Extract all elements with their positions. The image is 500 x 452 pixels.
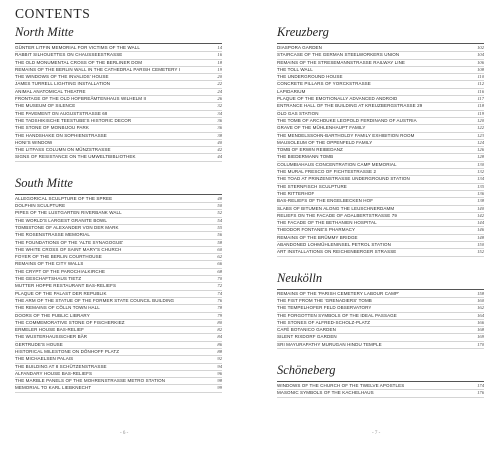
section-heading-schoneberg: Schöneberg xyxy=(277,362,484,382)
toc-entry-title: THE RITTERHOF xyxy=(277,190,315,196)
section-north-mitte xyxy=(15,24,222,162)
toc-entry-page: 74 xyxy=(217,290,222,296)
toc-entry-title: SILENT RIXDORF GARDEN xyxy=(277,334,337,340)
toc-entry[interactable] xyxy=(277,103,484,110)
toc-entry-page: 26 xyxy=(217,96,222,102)
toc-entry-title: THE WINDOWS OF THE INVALIDS' HOUSE xyxy=(15,74,109,80)
toc-entry-title: THE STERNFISCH SCULPTURE xyxy=(277,183,347,189)
toc-entry[interactable] xyxy=(15,210,222,217)
toc-entry-title: THE TADSHIKISCHE TEESTUBE'S HISTORIC DECOR xyxy=(15,117,132,123)
toc-entry-page: 162 xyxy=(477,305,484,311)
toc-entry-page: 142 xyxy=(477,212,484,218)
toc-entry-title: REMAINS OF THE 'PARISH CEMETERY LABOUR CAMP' xyxy=(277,290,400,296)
toc-entry[interactable] xyxy=(15,356,222,363)
toc-entry[interactable] xyxy=(277,60,484,67)
right-page-number: - 7 - xyxy=(372,431,381,436)
toc-entry-page: 32 xyxy=(217,103,222,109)
left-page-number: - 6 - xyxy=(120,431,129,436)
toc-entry-page: 118 xyxy=(477,103,484,109)
section-south-mitte xyxy=(15,175,222,393)
toc-entry-title: SIGNS OF RESISTANCE ON THE UMWELTBIBLIOTHEK xyxy=(15,154,136,160)
toc-entry[interactable] xyxy=(15,133,222,140)
toc-entry-page: 150 xyxy=(477,242,484,248)
toc-entry-page: 54 xyxy=(217,217,222,223)
toc-entry-title: THE WUSTERHAUSISCHER BÄR xyxy=(15,334,88,340)
toc-entry-title: THE UNDERGROUND HOUSE xyxy=(277,74,343,80)
toc-entry-page: 80 xyxy=(217,319,222,325)
toc-entry[interactable] xyxy=(15,305,222,312)
toc-entry[interactable] xyxy=(277,320,484,327)
page-title: CONTENTS xyxy=(15,6,91,21)
toc-entry-title: ALFANDARY HOUSE BAS-RELIEFS xyxy=(15,370,93,376)
toc-entry[interactable] xyxy=(15,89,222,96)
toc-entry-page: 116 xyxy=(477,88,484,94)
entry-list xyxy=(15,44,222,162)
toc-entry-title: THE WORLD'S LARGEST GRANITE BOWL xyxy=(15,217,107,223)
toc-entry-page: 138 xyxy=(477,198,484,204)
toc-entry[interactable] xyxy=(15,240,222,247)
toc-entry-title: MUTTER HOPPE RESTAURANT BAS-RELIEFS xyxy=(15,283,117,289)
toc-entry-title: ANIMAL ANATOMICAL THEATRE xyxy=(15,88,86,94)
toc-entry-page: 99 xyxy=(217,385,222,391)
toc-entry[interactable] xyxy=(15,81,222,88)
toc-entry-page: 169 xyxy=(477,334,484,340)
toc-entry-page: 84 xyxy=(217,334,222,340)
toc-entry[interactable] xyxy=(277,235,484,242)
toc-entry[interactable] xyxy=(15,74,222,81)
toc-entry[interactable] xyxy=(277,184,484,191)
toc-entry-page: 122 xyxy=(477,125,484,131)
toc-entry-title: SRI MAYURAPATHY MURUGAN HINDU TEMPLE xyxy=(277,341,382,347)
toc-entry[interactable] xyxy=(277,81,484,88)
toc-entry-page: 36 xyxy=(217,125,222,131)
toc-entry-title: PLAQUE OF THE PALAST DER REPUBLIK xyxy=(15,290,107,296)
section-kreuzberg xyxy=(277,24,484,257)
toc-entry[interactable] xyxy=(277,96,484,103)
toc-entry-page: 72 xyxy=(217,283,222,289)
toc-entry-title: LAPIDARIUM xyxy=(277,88,306,94)
toc-entry-page: 34 xyxy=(217,110,222,116)
toc-entry[interactable] xyxy=(277,313,484,320)
toc-entry[interactable] xyxy=(277,125,484,132)
toc-entry-title: ERMELER HOUSE BAS-RELIEF xyxy=(15,327,84,333)
toc-entry-title: TOMBSTONE OF ALEXANDER VON DER MARK xyxy=(15,224,119,230)
toc-entry-title: THE PAVEMENT ON AUGUSTSTRASSE 69 xyxy=(15,110,108,116)
toc-entry-title: MEMORIAL TO KARL LIEBKNECHT xyxy=(15,385,92,391)
toc-entry[interactable] xyxy=(277,140,484,147)
toc-entry-page: 132 xyxy=(477,169,484,175)
toc-entry-page: 119 xyxy=(477,110,484,116)
toc-entry-title: HONI'S WINDOW xyxy=(15,139,53,145)
toc-entry-page: 146 xyxy=(477,227,484,233)
toc-entry[interactable] xyxy=(15,147,222,154)
toc-entry-title: FOYER OF THE BERLIN COURTHOUSE xyxy=(15,254,102,260)
toc-entry-title: THE MICHAELSEN PALAIS xyxy=(15,356,74,362)
toc-entry-title: DOLPHIN SCULPTURE xyxy=(15,203,66,209)
toc-entry-page: 174 xyxy=(477,382,484,388)
toc-entry-page: 110 xyxy=(477,74,484,80)
toc-entry[interactable] xyxy=(277,147,484,154)
toc-entry-page: 160 xyxy=(477,297,484,303)
toc-entry-title: ALLEGORICAL SCULPTURE OF THE SPREE xyxy=(15,195,113,201)
entry-list xyxy=(277,44,484,257)
toc-entry-title: STAIRCASE OF THE GERMAN STEELWORKERS UNION xyxy=(277,52,400,58)
toc-entry-title: THE FIST FROM THE 'GRENADIERS' TOMB xyxy=(277,297,372,303)
toc-entry-page: 148 xyxy=(477,234,484,240)
toc-entry-page: 60 xyxy=(217,246,222,252)
toc-entry[interactable] xyxy=(277,390,484,397)
toc-entry-title: RELIEFS ON THE FACADE OF ADALBERTSTRASSE 79 xyxy=(277,212,397,218)
toc-entry[interactable] xyxy=(277,249,484,256)
toc-entry[interactable] xyxy=(15,196,222,203)
toc-entry-title: CONCRETE PILLARS OF YORCKSTRASSE xyxy=(277,81,371,87)
toc-entry-page: 124 xyxy=(477,139,484,145)
toc-entry[interactable] xyxy=(277,176,484,183)
toc-entry[interactable] xyxy=(277,169,484,176)
toc-entry-title: THE STONE OF MONBIJOU PARK xyxy=(15,125,89,131)
toc-entry-page: 108 xyxy=(477,66,484,72)
toc-entry[interactable] xyxy=(277,154,484,161)
toc-entry-title: THE MARBLE PANELS OF THE MOHRENSTRASSE METRO STATION xyxy=(15,378,166,384)
toc-entry[interactable] xyxy=(15,203,222,210)
toc-entry-page: 104 xyxy=(477,52,484,58)
toc-entry[interactable] xyxy=(277,342,484,349)
toc-entry-page: 78 xyxy=(217,305,222,311)
toc-entry[interactable] xyxy=(277,334,484,341)
toc-entry-page: 94 xyxy=(217,363,222,369)
toc-entry[interactable] xyxy=(277,133,484,140)
toc-entry-page: 55 xyxy=(217,224,222,230)
toc-entry-title: THE ROSENSTRASSE MEMORIAL xyxy=(15,232,91,238)
toc-entry[interactable] xyxy=(277,74,484,81)
toc-entry-title: THE MENDELSSOHN-BARTHOLDY FAMILY EXHIBITION ROOM xyxy=(277,132,415,138)
toc-entry-title: RABBIT SILHOUETTES ON CHAUSSEESTRASSE xyxy=(15,52,123,58)
toc-entry-page: 98 xyxy=(217,378,222,384)
toc-entry-page: 22 xyxy=(217,81,222,87)
toc-entry[interactable] xyxy=(277,198,484,205)
toc-entry-page: 134 xyxy=(477,176,484,182)
toc-entry-page: 102 xyxy=(477,45,484,50)
toc-entry-page: 136 xyxy=(477,190,484,196)
toc-entry[interactable] xyxy=(15,60,222,67)
toc-entry[interactable] xyxy=(15,261,222,268)
toc-entry-page: 117 xyxy=(477,96,484,102)
toc-entry[interactable] xyxy=(15,276,222,283)
toc-entry[interactable] xyxy=(15,371,222,378)
toc-entry-page: 112 xyxy=(477,81,484,87)
toc-entry[interactable] xyxy=(277,45,484,52)
toc-entry-title: THE STONES OF ALFRED-SCHOLZ-PLATZ xyxy=(277,319,371,325)
toc-entry-title: HISTORICAL MILESTONE ON DÖNHOFF PLATZ xyxy=(15,348,120,354)
toc-entry[interactable] xyxy=(277,298,484,305)
toc-entry-title: THE TEMPELHOFER FELD OBSERVATORY xyxy=(277,305,372,311)
toc-entry-page: 140 xyxy=(477,205,484,211)
toc-entry-page: 58 xyxy=(217,239,222,245)
toc-entry-title: CAFÉ BOTANICO GARDEN xyxy=(277,327,336,333)
toc-entry-title: GRAVE OF THE MÜHLENHAUPT FAMILY xyxy=(277,125,366,131)
toc-entry-page: 40 xyxy=(217,139,222,145)
toc-entry-page: 120 xyxy=(477,117,484,123)
toc-entry-title: THE REMAINS OF CÖLLN TOWN HALL xyxy=(15,305,100,311)
toc-entry-title: THE FACADE OF THE BETHANIEN HOSPITAL xyxy=(277,220,377,226)
toc-entry-page: 14 xyxy=(217,45,222,50)
toc-entry[interactable] xyxy=(277,118,484,125)
toc-entry-title: THE FORGOTTEN SYMBOLS OF THE IDEAL PASSAGE xyxy=(277,312,397,318)
toc-entry-page: 170 xyxy=(477,341,484,347)
toc-entry-title: THE COMMEMORATIVE STONE OF FISCHERKIEZ xyxy=(15,319,125,325)
toc-entry-title: ART INSTALLATIONS ON REICHENBERGER STRASSE xyxy=(277,249,397,255)
toc-entry[interactable] xyxy=(15,225,222,232)
toc-entry-title: GERTRUDE'S HOUSE xyxy=(15,341,63,347)
entry-list xyxy=(15,195,222,393)
toc-entry-page: 106 xyxy=(477,59,484,65)
toc-entry-page: 70 xyxy=(217,276,222,282)
toc-entry-page: 16 xyxy=(217,52,222,58)
toc-entry[interactable] xyxy=(15,269,222,276)
toc-entry[interactable] xyxy=(277,305,484,312)
section-heading-south-mitte: South Mitte xyxy=(15,175,222,195)
toc-entry[interactable] xyxy=(277,206,484,213)
toc-entry-page: 42 xyxy=(217,147,222,153)
toc-entry-page: 52 xyxy=(217,210,222,216)
toc-entry-page: 135 xyxy=(477,183,484,189)
toc-entry[interactable] xyxy=(15,96,222,103)
toc-entry-title: REMAINS OF THE BRÜMMY BRIDGE xyxy=(277,234,358,240)
toc-entry[interactable] xyxy=(15,313,222,320)
toc-entry[interactable] xyxy=(15,320,222,327)
toc-entry-title: REMAINS OF THE CITY WALLS xyxy=(15,261,84,267)
toc-entry[interactable] xyxy=(15,364,222,371)
toc-entry-page: 76 xyxy=(217,297,222,303)
toc-entry[interactable] xyxy=(15,67,222,74)
toc-entry-page: 176 xyxy=(477,390,484,396)
toc-entry-page: 44 xyxy=(217,154,222,160)
toc-entry-page: 152 xyxy=(477,249,484,255)
toc-entry[interactable] xyxy=(277,89,484,96)
toc-entry-title: JAMES TURRELL LIGHTING INSTALLATION xyxy=(15,81,111,87)
toc-entry-title: THEODOR FONTANE'S PHARMACY xyxy=(277,227,356,233)
toc-entry[interactable] xyxy=(277,52,484,59)
toc-entry[interactable] xyxy=(277,327,484,334)
section-heading-north-mitte: North Mitte xyxy=(15,24,222,44)
toc-entry-page: 66 xyxy=(217,261,222,267)
toc-entry-page: 88 xyxy=(217,348,222,354)
toc-entry[interactable] xyxy=(277,67,484,74)
toc-entry[interactable] xyxy=(277,227,484,234)
toc-entry-title: THE FOUNDATIONS OF THE 'ALTE SYNAGOGUE' xyxy=(15,239,124,245)
toc-entry-page: 96 xyxy=(217,370,222,376)
toc-entry-title: WINDOWS OF THE CHURCH OF THE TWELVE APOSTLES xyxy=(277,382,405,388)
toc-entry-page: 144 xyxy=(477,220,484,226)
toc-entry-title: OLD GAS STATION xyxy=(277,110,319,116)
toc-entry[interactable] xyxy=(277,162,484,169)
toc-entry-title: SLABS OF BITUMEN ALONG THE LEUSCHNERDAMM xyxy=(277,205,395,211)
toc-entry[interactable] xyxy=(277,220,484,227)
entry-list xyxy=(277,382,484,398)
section-heading-kreuzberg: Kreuzberg xyxy=(277,24,484,44)
toc-entry-title: MASONIC SYMBOLS OF THE KACHELHAUS xyxy=(277,390,374,396)
toc-entry[interactable] xyxy=(15,103,222,110)
toc-entry-title: THE WHITE CROSS OF SAINT MARY'S CHURCH xyxy=(15,246,122,252)
toc-entry-title: DOORS OF THE PUBLIC LIBRARY xyxy=(15,312,90,318)
toc-entry-title: GÜNTER LITFIN MEMORIAL FOR VICTIMS OF THE WALL xyxy=(15,45,140,50)
toc-entry-title: COLUMBIAHAUS CONCENTRATION CAMP MEMORIAL xyxy=(277,161,397,167)
toc-entry-title: THE HANDSHAKE ON SOPHIENSTRASSE xyxy=(15,132,107,138)
toc-entry-title: ABANDONED LOHMÜHLENINSEL PETROL STATION xyxy=(277,242,391,248)
toc-entry[interactable] xyxy=(15,291,222,298)
toc-entry-page: 48 xyxy=(217,195,222,201)
toc-entry[interactable] xyxy=(15,118,222,125)
toc-entry-title: THE TOAD AT PRINZENSTRASSE UNDERGROUND STATION xyxy=(277,176,410,182)
toc-entry-page: 79 xyxy=(217,312,222,318)
toc-entry-page: 38 xyxy=(217,132,222,138)
toc-entry-title: THE GESCHAFTSHAUS TIETZ xyxy=(15,276,82,282)
toc-entry-page: 36 xyxy=(217,117,222,123)
toc-entry-page: 68 xyxy=(217,268,222,274)
toc-entry[interactable] xyxy=(15,298,222,305)
toc-entry[interactable] xyxy=(277,111,484,118)
toc-entry-title: FRONTAGE OF THE OLD HOFBREÄMTENHAUS WILHELM II xyxy=(15,96,147,102)
toc-entry-page: 56 xyxy=(217,232,222,238)
toc-entry-page: 62 xyxy=(217,254,222,260)
toc-entry[interactable] xyxy=(15,247,222,254)
toc-entry-title: MAUSOLEUM OF THE OPPENFELD FAMILY xyxy=(277,139,373,145)
toc-entry-title: THE CRYPT OF THE PAROCHIALKIRCHE xyxy=(15,268,106,274)
toc-entry-title: REMAINS OF THE BERLIN WALL IN THE CATHEDRAL PARISH CEMETERY I xyxy=(15,66,181,72)
toc-entry-title: THE OLD MONUMENTAL CROSS OF THE BERLINER DOM xyxy=(15,59,143,65)
toc-entry-page: 86 xyxy=(217,341,222,347)
toc-entry-title: THE BUILDING AT 8 SCHÜTZENSTRASSE xyxy=(15,363,107,369)
toc-entry[interactable] xyxy=(277,242,484,249)
toc-entry-title: BAS-RELIEFS OF THE ENGELBECKEN HOF xyxy=(277,198,374,204)
toc-entry-title: THE MUSEUM OF SILENCE xyxy=(15,103,76,109)
toc-entry-title: THE TOLL WALL xyxy=(277,66,313,72)
entry-list xyxy=(277,290,484,349)
toc-entry-page: 50 xyxy=(217,203,222,209)
toc-entry-page: 24 xyxy=(217,88,222,94)
toc-entry[interactable] xyxy=(277,383,484,390)
toc-entry[interactable] xyxy=(15,385,222,392)
toc-entry-page: 123 xyxy=(477,132,484,138)
right-page-column xyxy=(277,24,484,398)
toc-entry-title: THE TOMB OF ARCHDUKE LEOPOLD FERDINAND OF AUSTRIA xyxy=(277,117,417,123)
toc-entry[interactable] xyxy=(15,334,222,341)
toc-entry-title: DIASPORA GARDEN xyxy=(277,45,323,50)
toc-entry-page: 168 xyxy=(477,327,484,333)
toc-entry-page: 128 xyxy=(477,154,484,160)
toc-entry-page: 130 xyxy=(477,161,484,167)
toc-entry-page: 164 xyxy=(477,312,484,318)
toc-entry[interactable] xyxy=(15,154,222,161)
toc-entry[interactable] xyxy=(15,378,222,385)
toc-entry-page: 166 xyxy=(477,319,484,325)
toc-entry-title: THE ARM OF THE STATUE OF THE FORMER STATE COUNCIL BUILDING xyxy=(15,297,175,303)
toc-entry-title: THE LITFASS COLUMN ON MÜNZSTRASSE xyxy=(15,147,111,153)
toc-entry-page: 126 xyxy=(477,147,484,153)
toc-entry[interactable] xyxy=(15,140,222,147)
section-schoneberg xyxy=(277,362,484,398)
toc-entry[interactable] xyxy=(15,327,222,334)
toc-entry[interactable] xyxy=(15,218,222,225)
toc-entry-title: REMAINS OF THE STRESEMANNSTRASSE RAILWAY LINE xyxy=(277,59,406,65)
toc-entry[interactable] xyxy=(15,52,222,59)
left-page-column xyxy=(15,24,222,393)
toc-entry-page: 158 xyxy=(477,290,484,296)
toc-entry-title: THE BIEDERMANN TOMB xyxy=(277,154,334,160)
section-heading-neukolln: Neukölln xyxy=(277,270,484,290)
toc-entry[interactable] xyxy=(15,125,222,132)
toc-entry-page: 20 xyxy=(217,74,222,80)
toc-entry-page: 82 xyxy=(217,327,222,333)
toc-entry-title: TOMB OF ERWIN REIBEDANZ xyxy=(277,147,343,153)
toc-entry-title: ENTRANCE HALL OF THE BUILDING AT KREUZBERGSTRASSE 29 xyxy=(277,103,423,109)
toc-entry-page: 92 xyxy=(217,356,222,362)
toc-entry[interactable] xyxy=(277,191,484,198)
toc-entry-page: 18 xyxy=(217,59,222,65)
section-neukolln xyxy=(277,270,484,349)
toc-entry-title: PIPES OF THE LUSTGARTEN RIVERBANK WALL xyxy=(15,210,122,216)
toc-entry[interactable] xyxy=(15,283,222,290)
toc-entry-title: PLAQUE OF THE EMOTIONALLY ADVANCED ANDROID xyxy=(277,96,398,102)
toc-entry[interactable] xyxy=(15,254,222,261)
toc-entry-title: THE MURAL FRESCO OF FICHTESTRASSE 2 xyxy=(277,169,377,175)
toc-entry[interactable] xyxy=(15,45,222,52)
toc-entry[interactable] xyxy=(277,213,484,220)
toc-entry[interactable] xyxy=(15,342,222,349)
toc-entry[interactable] xyxy=(277,291,484,298)
toc-entry[interactable] xyxy=(15,349,222,356)
toc-entry[interactable] xyxy=(15,111,222,118)
toc-entry-page: 19 xyxy=(217,66,222,72)
toc-entry[interactable] xyxy=(15,232,222,239)
